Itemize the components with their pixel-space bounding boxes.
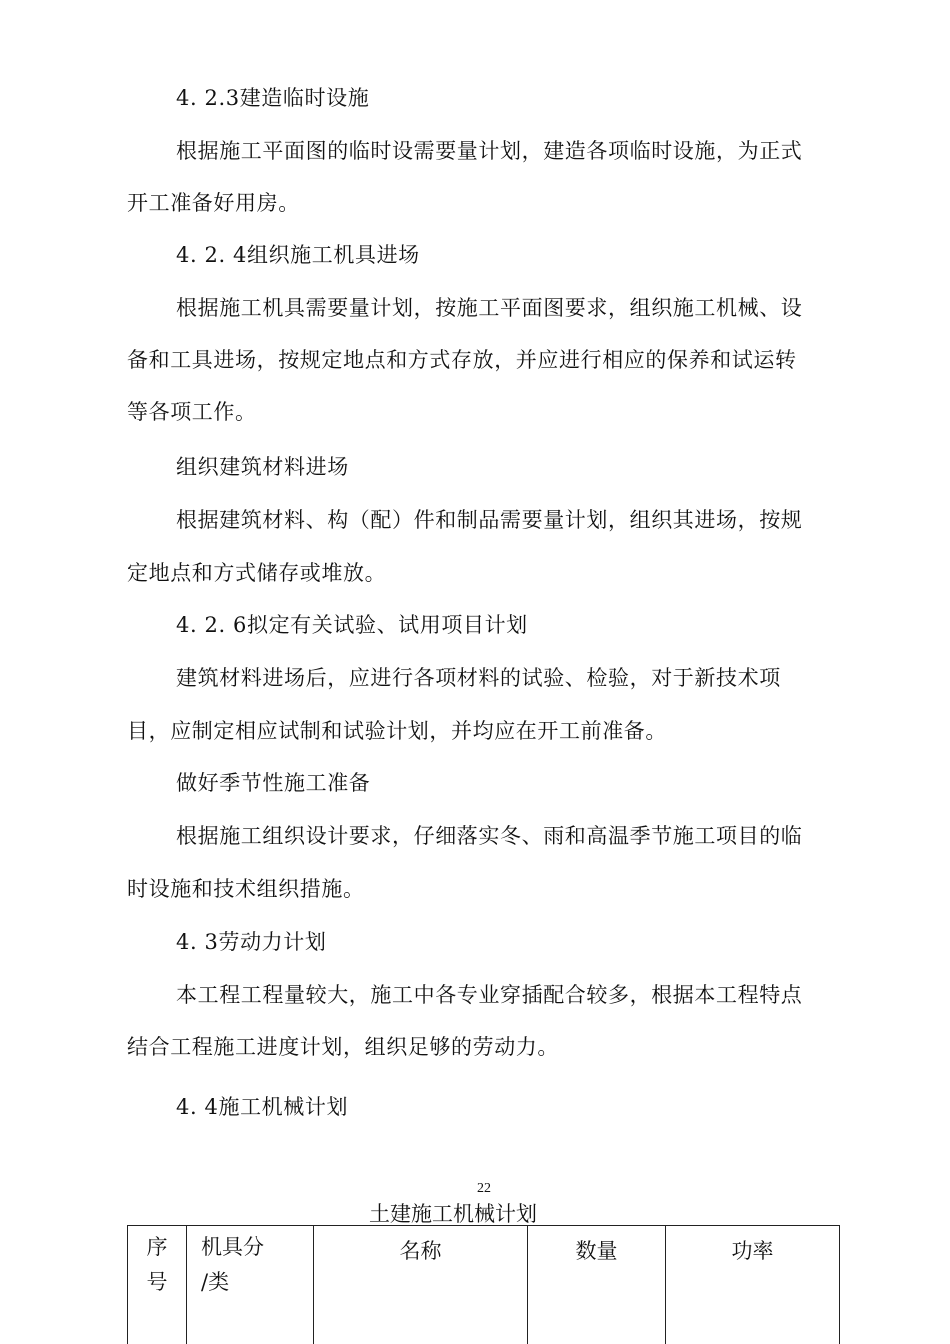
paragraph-line: 备和工具进场，按规定地点和方式存放，并应进行相应的保养和试运转 (127, 348, 797, 372)
header-category-label: 机具分 /类 (201, 1235, 264, 1294)
paragraph-line: 等各项工作。 (127, 400, 257, 424)
section-heading-materials: 组织建筑材料进场 (176, 455, 349, 479)
machinery-table (127, 1225, 840, 1344)
paragraph-line: 根据建筑材料、构（配）件和制品需要量计划，组织其进场，按规 (176, 508, 803, 532)
paragraph-line: 时设施和技术组织措施。 (127, 877, 365, 901)
header-name-label: 名称 (399, 1239, 442, 1263)
paragraph-line: 结合工程施工进度计划，组织足够的劳动力。 (127, 1035, 559, 1059)
header-quantity-label: 数量 (575, 1239, 618, 1263)
table-title: 土建施工机械计划 (369, 1202, 537, 1226)
section-heading-4-4: 4. 4施工机械计划 (176, 1095, 349, 1119)
header-seq (128, 1226, 187, 1344)
paragraph-line: 根据施工组织设计要求，仔细落实冬、雨和高温季节施工项目的临 (176, 824, 803, 848)
paragraph-line: 定地点和方式储存或堆放。 (127, 561, 387, 585)
header-power-label: 功率 (731, 1239, 774, 1263)
page-number: 22 (477, 1181, 491, 1196)
section-heading-4-3: 4. 3劳动力计划 (176, 930, 327, 954)
header-seq-label: 序 号 (146, 1235, 168, 1294)
paragraph-line: 根据施工机具需要量计划，按施工平面图要求，组织施工机械、设 (176, 296, 803, 320)
header-category (187, 1226, 314, 1344)
section-heading-4-2-6: 4. 2. 6拟定有关试验、试用项目计划 (176, 613, 528, 637)
section-heading-4-2-4: 4. 2. 4组织施工机具进场 (176, 243, 420, 267)
section-heading-seasonal: 做好季节性施工准备 (176, 771, 371, 795)
paragraph-line: 本工程工程量较大，施工中各专业穿插配合较多，根据本工程特点 (176, 983, 803, 1007)
paragraph-line: 建筑材料进场后，应进行各项材料的试验、检验，对于新技术项 (176, 666, 781, 690)
table-header-row (128, 1226, 840, 1344)
paragraph-line: 目，应制定相应试制和试验计划，并均应在开工前准备。 (127, 719, 667, 743)
header-power (666, 1226, 840, 1344)
paragraph-line: 根据施工平面图的临时设需要量计划，建造各项临时设施，为正式 (176, 139, 803, 163)
header-quantity (528, 1226, 666, 1344)
paragraph-line: 开工准备好用房。 (127, 191, 300, 215)
section-heading-4-2-3: 4. 2.3建造临时设施 (176, 86, 370, 110)
header-name (314, 1226, 528, 1344)
